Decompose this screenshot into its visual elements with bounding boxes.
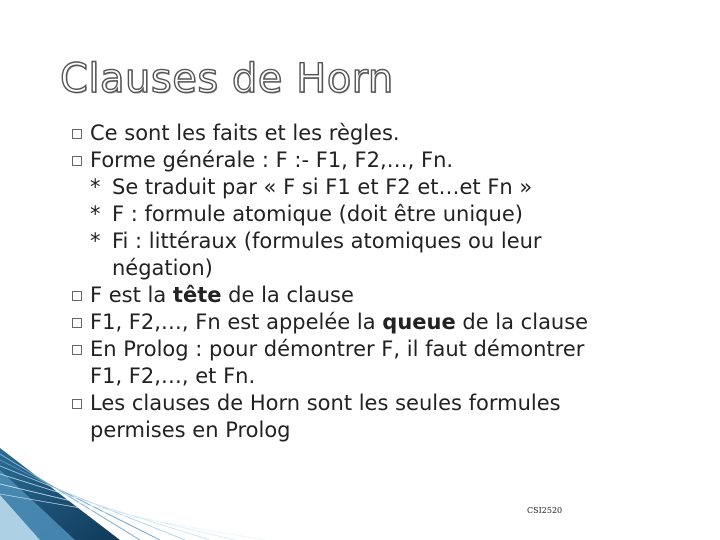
star-bullet: * [90, 229, 101, 253]
bullet-text-bold: tête [172, 283, 222, 307]
bullet-text-bold: queue [382, 310, 456, 334]
sub-bullet-text: Se traduit par « F si F1 et F2 et…et Fn » [112, 175, 533, 199]
slide-body [72, 120, 712, 444]
bullet-item [72, 282, 712, 309]
sub-bullet-continuation: négation) [112, 256, 213, 280]
star-bullet: * [90, 202, 101, 226]
bullet-continuation: F1, F2,…, et Fn. [90, 364, 256, 388]
bullet-text-pre: F est la [90, 283, 173, 307]
bullet-text: Les clauses de Horn sont les seules formules [90, 391, 561, 415]
slide-title: Clauses de Horn [60, 56, 394, 102]
bullet-continuation: permises en Prolog [90, 418, 291, 442]
bullet-item [72, 390, 712, 417]
star-bullet: * [90, 175, 101, 199]
sub-bullet-item [72, 228, 712, 255]
sub-bullet-item [72, 174, 712, 201]
bullet-item [72, 120, 712, 147]
bullet-text-post: de la clause [455, 310, 589, 334]
bullet-item [72, 147, 712, 174]
bullet-item [72, 336, 712, 363]
bullet-text: En Prolog : pour démontrer F, il faut démontrer [90, 337, 585, 361]
sub-bullet-item [72, 201, 712, 228]
bullet-text: Ce sont les faits et les règles. [90, 121, 400, 145]
square-bullet-icon [72, 318, 82, 328]
decorative-wave-graphic [0, 440, 720, 540]
square-bullet-icon [72, 156, 82, 166]
slide-footer: CSI2520 [527, 506, 563, 515]
square-bullet-icon [72, 345, 82, 355]
bullet-text-pre: F1, F2,…, Fn est appelée la [90, 310, 383, 334]
sub-bullet-text: Fi : littéraux (formules atomiques ou leur [112, 229, 542, 253]
square-bullet-icon [72, 399, 82, 409]
square-bullet-icon [72, 291, 82, 301]
bullet-item [72, 309, 712, 336]
bullet-text: Forme générale : F :- F1, F2,…, Fn. [90, 148, 454, 172]
bullet-text-post: de la clause [221, 283, 354, 307]
square-bullet-icon [72, 129, 82, 139]
sub-bullet-text: F : formule atomique (doit être unique) [112, 202, 523, 226]
